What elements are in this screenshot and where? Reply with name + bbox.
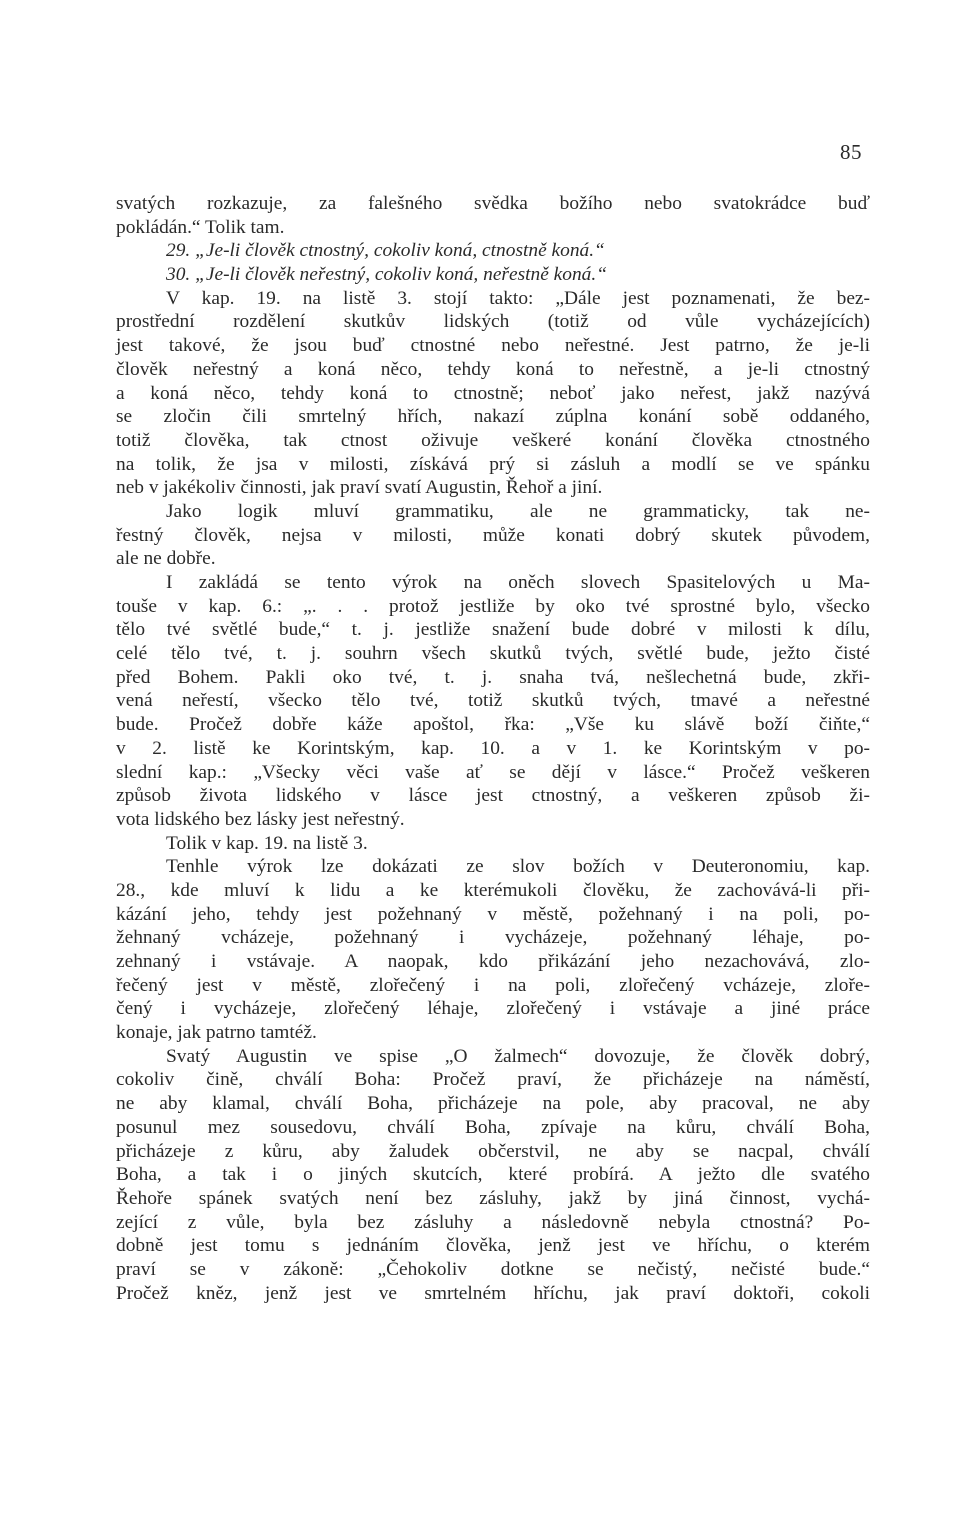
text-line: v 2. listě ke Korintským, kap. 10. a v 1. ke Korintským v po- — [116, 737, 870, 759]
text-line: I zakládá se tento výrok na oněch slovech Spasitelových u Ma- — [166, 572, 870, 593]
text-line: praví se v zákoně: „Čehokoliv dotkne se nečistý, nečisté bude.“ — [116, 1258, 870, 1280]
text-line: kázání jeho, tehdy jest požehnaný v městě, požehnaný i na poli, po- — [116, 903, 870, 925]
text-line: prostřední rozdělení skutkův lidských (totiž od vůle vycházejících) — [116, 311, 870, 333]
text-line: 29. „Je-li člověk ctnostný, cokoliv koná, ctnostně koná.“ — [166, 240, 605, 262]
text-line: slední kap.: „Všecky věci vaše ať se dějí v lásce.“ Pročež veškeren — [116, 761, 870, 783]
text-line: jest takové, že jsou buď ctnostné nebo neřestné. Jest patrno, že je-li — [116, 335, 870, 357]
text-line: ale ne dobře. — [116, 548, 216, 570]
text-line: Boha, a tak i o jiných skutcích, které probírá. A ježto dle svatého — [116, 1164, 870, 1186]
page-number: 85 — [840, 140, 862, 164]
text-line: ne aby klamal, chválí Boha, přicházeje na pole, aby pracoval, ne aby — [116, 1093, 870, 1115]
text-line: řečený jest v městě, zlořečený i na poli, zlořečený vcházeje, zloře- — [116, 974, 870, 996]
text-line: přicházeje z kůru, aby žaludek občerstvil, ne aby se nacpal, chválí — [116, 1140, 870, 1162]
text-line: posunul mez sousedovu, chválí Boha, zpívaje na kůru, chválí Boha, — [116, 1116, 870, 1138]
text-line: dobně jest tomu s jednáním člověka, jenž jest ve hříchu, o kterém — [116, 1235, 870, 1257]
text-line: totiž člověka, tak ctnost oživuje veškeré konání člověka ctnostného — [116, 429, 870, 451]
text-line: Pročež kněz, jenž jest ve smrtelném hříchu, jak praví doktoři, cokoli — [116, 1282, 870, 1304]
text-line: žehnaný vcházeje, požehnaný i vycházeje, požehnaný léhaje, po- — [116, 927, 870, 949]
text-line: čený i vycházeje, zlořečený léhaje, zlořečený i vstávaje a jiné práce — [116, 998, 870, 1020]
text-line: Tenhle výrok lze dokázati ze slov božích v Deuteronomiu, kap. — [166, 856, 870, 878]
text-line: V kap. 19. na listě 3. stojí takto: „Dále jest poznamenati, že bez- — [166, 287, 870, 309]
text-line: bude. Pročež dobře káže apoštol, řka: „Vše ku slávě boží čiňte,“ — [116, 714, 870, 736]
text-line: Řehoře spánek svatých není bez zásluhy, jakž by jiná činnost, vychá- — [116, 1187, 870, 1209]
text-line: tělo tvé světlé bude,“ t. j. jestliže snažení bude dobré v milosti k dílu, — [116, 619, 870, 641]
text-line: Jako logik mluví grammatiku, ale ne grammaticky, tak ne- — [166, 500, 870, 522]
text-line: konaje, jak patrno tamtéž. — [116, 1022, 317, 1044]
text-line: a koná něco, tehdy koná to ctnostně; neboť jako neřest, jakž nazývá — [116, 382, 870, 404]
text-line: způsob života lidského v lásce jest ctnostný, a veškeren způsob ži- — [116, 785, 870, 807]
text-line: zející z vůle, byla bez zásluhy a následovně nebyla ctnostná? Po- — [116, 1211, 870, 1233]
text-line: svatých rozkazuje, za falešného svědka božího nebo svatokrádce buď — [116, 193, 870, 214]
text-line: pokládán.“ Tolik tam. — [116, 216, 285, 238]
text-line: Tolik v kap. 19. na listě 3. — [166, 832, 368, 854]
body-text — [116, 192, 870, 1305]
text-line: řestný člověk, nejsa v milosti, může konati dobrý skutek původem, — [116, 524, 870, 546]
text-line: před Bohem. Pakli oko tvé, t. j. snaha tvá, nešlechetná bude, zkři- — [116, 666, 870, 688]
text-line: vená neřestí, všecko tělo tvé, totiž skutků tvých, tmavé a neřestné — [116, 690, 870, 712]
text-line: neb v jakékoliv činnosti, jak praví svatí Augustin, Řehoř a jiní. — [116, 477, 603, 499]
text-line: se zločin čili smrtelný hřích, nakazí zúplna konání sobě oddaného, — [116, 406, 870, 428]
text-line: celé tělo tvé, t. j. souhrn všech skutků tvých, světlé bude, ježto čisté — [116, 643, 870, 665]
text-line: touše v kap. 6.: „. . . protož jestliže by oko tvé sprostné bylo, všecko — [116, 595, 870, 617]
text-line: Svatý Augustin ve spise „O žalmech“ dovozuje, že člověk dobrý, — [166, 1045, 870, 1067]
text-line: na tolik, že jsa v milosti, získává prý si zásluh a modlí se ve spánku — [116, 453, 870, 475]
text-line: vota lidského bez lásky jest neřestný. — [116, 808, 405, 830]
text-line: člověk neřestný a koná něco, tehdy koná to neřestně, a je-li ctnostný — [116, 358, 870, 380]
text-line: 28., kde mluví k lidu a ke kterémukoli člověku, že zachovává-li při- — [116, 879, 870, 901]
text-line: cokoliv čině, chválí Boha: Pročež praví, že přicházeje na náměstí, — [116, 1069, 870, 1091]
text-line: zehnaný i vstávaje. A naopak, kdo přikázání jeho nezachovává, zlo- — [116, 951, 870, 972]
text-line: 30. „Je-li člověk neřestný, cokoliv koná, neřestně koná.“ — [166, 264, 607, 286]
